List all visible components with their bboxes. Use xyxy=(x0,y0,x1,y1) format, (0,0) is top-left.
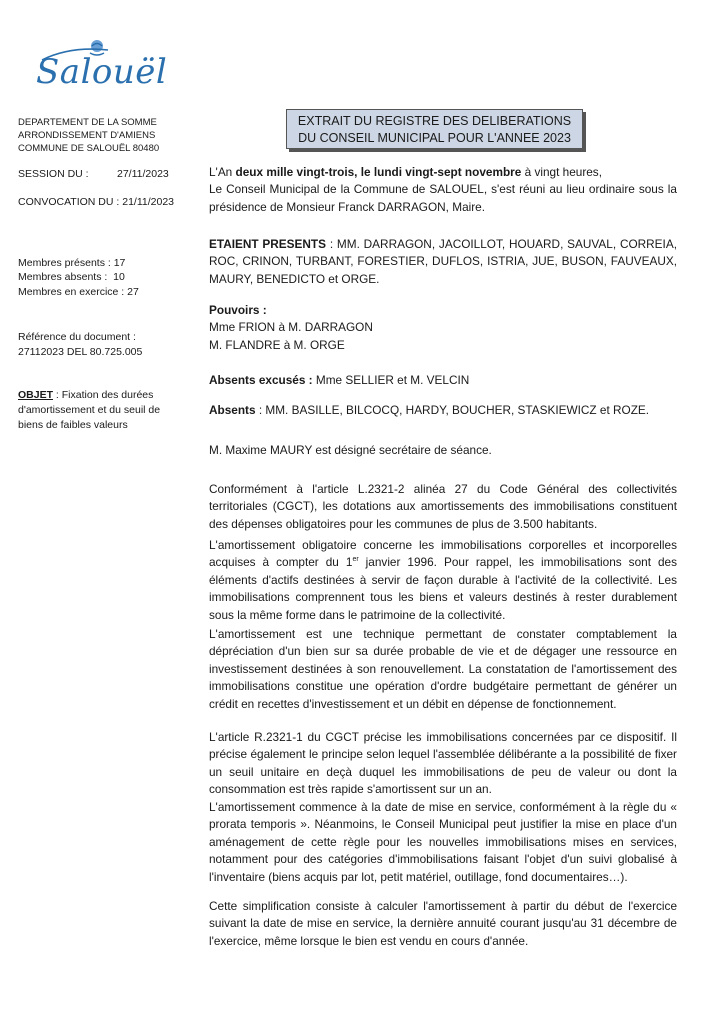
reference-label: Référence du document : xyxy=(18,331,136,343)
banner-line: EXTRAIT DU REGISTRE DES DELIBERATIONS xyxy=(297,114,572,128)
logo-text: Salouël xyxy=(36,52,168,92)
members-present: Membres présents : 17 xyxy=(18,257,126,269)
paragraph-text: Conformément à l'article L.2321-2 alinéa 27 du Code Général des collectivités territoriales (CGCT), les dotations aux amortissements des immobilisations constituent des dépenses obligatoires pour les communes de plus de 3.500 habitants. xyxy=(209,482,677,531)
presents-block xyxy=(209,236,677,288)
paragraph-text xyxy=(209,537,677,624)
body-paragraph-3 xyxy=(209,626,677,713)
intro-text: L'An xyxy=(209,165,236,179)
objet-label: OBJET xyxy=(18,389,54,401)
pouvoir-line: Mme FRION à M. DARRAGON xyxy=(209,320,373,335)
body-paragraph-2 xyxy=(209,537,677,624)
body-paragraph-5 xyxy=(209,799,677,886)
session-date: 27/11/2023 xyxy=(117,168,169,180)
logo-swoosh-icon xyxy=(40,44,110,62)
intro-line xyxy=(209,164,677,181)
body-paragraph-1 xyxy=(209,481,677,533)
objet-line-3: biens de faibles valeurs xyxy=(18,419,128,431)
paragraph-text: L'amortissement commence à la date de mise en service, conformément à la règle du « prorata temporis ». Néanmoins, le Conseil Municipal peut justifier la mise en place d'un aménagement de cette règle pour les nouvelles immobilisations mises en services, notamment pour des catégories d'immobilisations faisant l'objet d'un suivi globalisé à l'inventaire (biens acquis par lot, petit matériel, outillage, fond documentaires…). xyxy=(209,800,677,884)
pouvoir-line: M. FLANDRE à M. ORGE xyxy=(209,337,345,352)
intro-text-end: à vingt heures, xyxy=(521,165,602,179)
absents-text: : MM. BASILLE, BILCOCQ, HARDY, BOUCHER, STASKIEWICZ et ROZE. xyxy=(255,403,650,417)
p2-start: L'amortissement obligatoire concerne les immobilisations corporelles et incorporelles acquises à compter du 1 xyxy=(209,538,677,570)
department-line: DEPARTEMENT DE LA SOMME xyxy=(18,117,157,128)
presents-text xyxy=(209,236,677,288)
excuses-label: Absents excusés : xyxy=(209,373,313,387)
pouvoirs-label: Pouvoirs : xyxy=(209,303,267,317)
excuses-text: Mme SELLIER et M. VELCIN xyxy=(312,373,470,387)
objet-line xyxy=(18,388,153,403)
body-paragraph-6 xyxy=(209,898,677,950)
members-exercise: Membres en exercice : 27 xyxy=(18,286,139,298)
intro-date-bold: deux mille vingt-trois, le lundi vingt-sept novembre xyxy=(235,165,522,179)
p2-rest: janvier 1996. Pour rappel, les immobilisations sont des éléments d'actifs destinées à servir de façon durable à l'activité de la collectivité. Les immobilisations comprennent tous les biens et valeurs destinés à rester durablement sous la même forme dans le patrimoine de la collectivité. xyxy=(209,555,677,622)
paragraph-text: Cette simplification consiste à calculer l'amortissement à partir du début de l'exercice suivant la date de mise en service, la dernière annuité courant jusqu'au 31 décembre de l'exercice, même lorsque le bien est vendu en cours d'année. xyxy=(209,899,677,948)
department-line: COMMUNE DE SALOUËL 80480 xyxy=(18,143,160,154)
presents-label: ETAIENT PRESENTS xyxy=(209,237,326,251)
objet-text: : Fixation des durées xyxy=(53,389,154,401)
secretaire-line: M. Maxime MAURY est désigné secrétaire de séance. xyxy=(209,443,492,457)
absents-label: Absents xyxy=(209,403,256,417)
paragraph-text: L'amortissement est une technique permettant de constater comptablement la dépréciation d'un bien sur sa durée probable de vie et de dégager une ressource en investissement destinées à son renouvellement. La constatation de l'amortissement des immobilisations constitue une opération d'ordre budgétaire permettant de générer un crédit en recettes d'investissement et un débit en dépense de fonctionnement. xyxy=(209,627,677,711)
title-banner xyxy=(286,109,583,149)
intro-council: Le Conseil Municipal de la Commune de SALOUEL, s'est réuni au lieu ordinaire sous la présidence de Monsieur Franck DARRAGON, Maire. xyxy=(209,182,677,214)
objet-line-2: d'amortissement et du seuil de xyxy=(18,404,161,416)
department-block xyxy=(18,116,159,155)
department-line: ARRONDISSEMENT D'AMIENS xyxy=(18,130,156,141)
body-paragraph-4 xyxy=(209,729,677,799)
pouvoirs-block xyxy=(209,302,677,354)
convocation-date: CONVOCATION DU : 21/11/2023 xyxy=(18,196,174,208)
members-absent: Membres absents : 10 xyxy=(18,271,125,283)
reference-value: 27112023 DEL 80.725.005 xyxy=(18,346,143,358)
intro-block xyxy=(209,164,677,216)
presents-list: : MM. DARRAGON, JACOILLOT, HOUARD, SAUVAL, CORREIA, ROC, CRINON, TURBANT, FORESTIER, DUFLOS, ISTRIA, JUE, BUSON, FAUVEAUX, MAURY, BENEDICTO et ORGE. xyxy=(209,237,677,286)
excuses-line xyxy=(209,372,677,389)
banner-line: DU CONSEIL MUNICIPAL POUR L'ANNEE 2023 xyxy=(298,131,571,145)
session-label: SESSION DU : xyxy=(18,168,89,180)
absents-line xyxy=(209,402,677,419)
p2-sup: er xyxy=(352,556,359,564)
paragraph-text: L'article R.2321-1 du CGCT précise les immobilisations concernées par ce dispositif. Il précise également le principe selon lequel l'assemblée délibérante a la possibilité de fixer un seuil unitaire en deçà duquel les immobilisations de peu de valeur ou dont la consommation est très rapide s'amortissent sur un an. xyxy=(209,730,677,797)
